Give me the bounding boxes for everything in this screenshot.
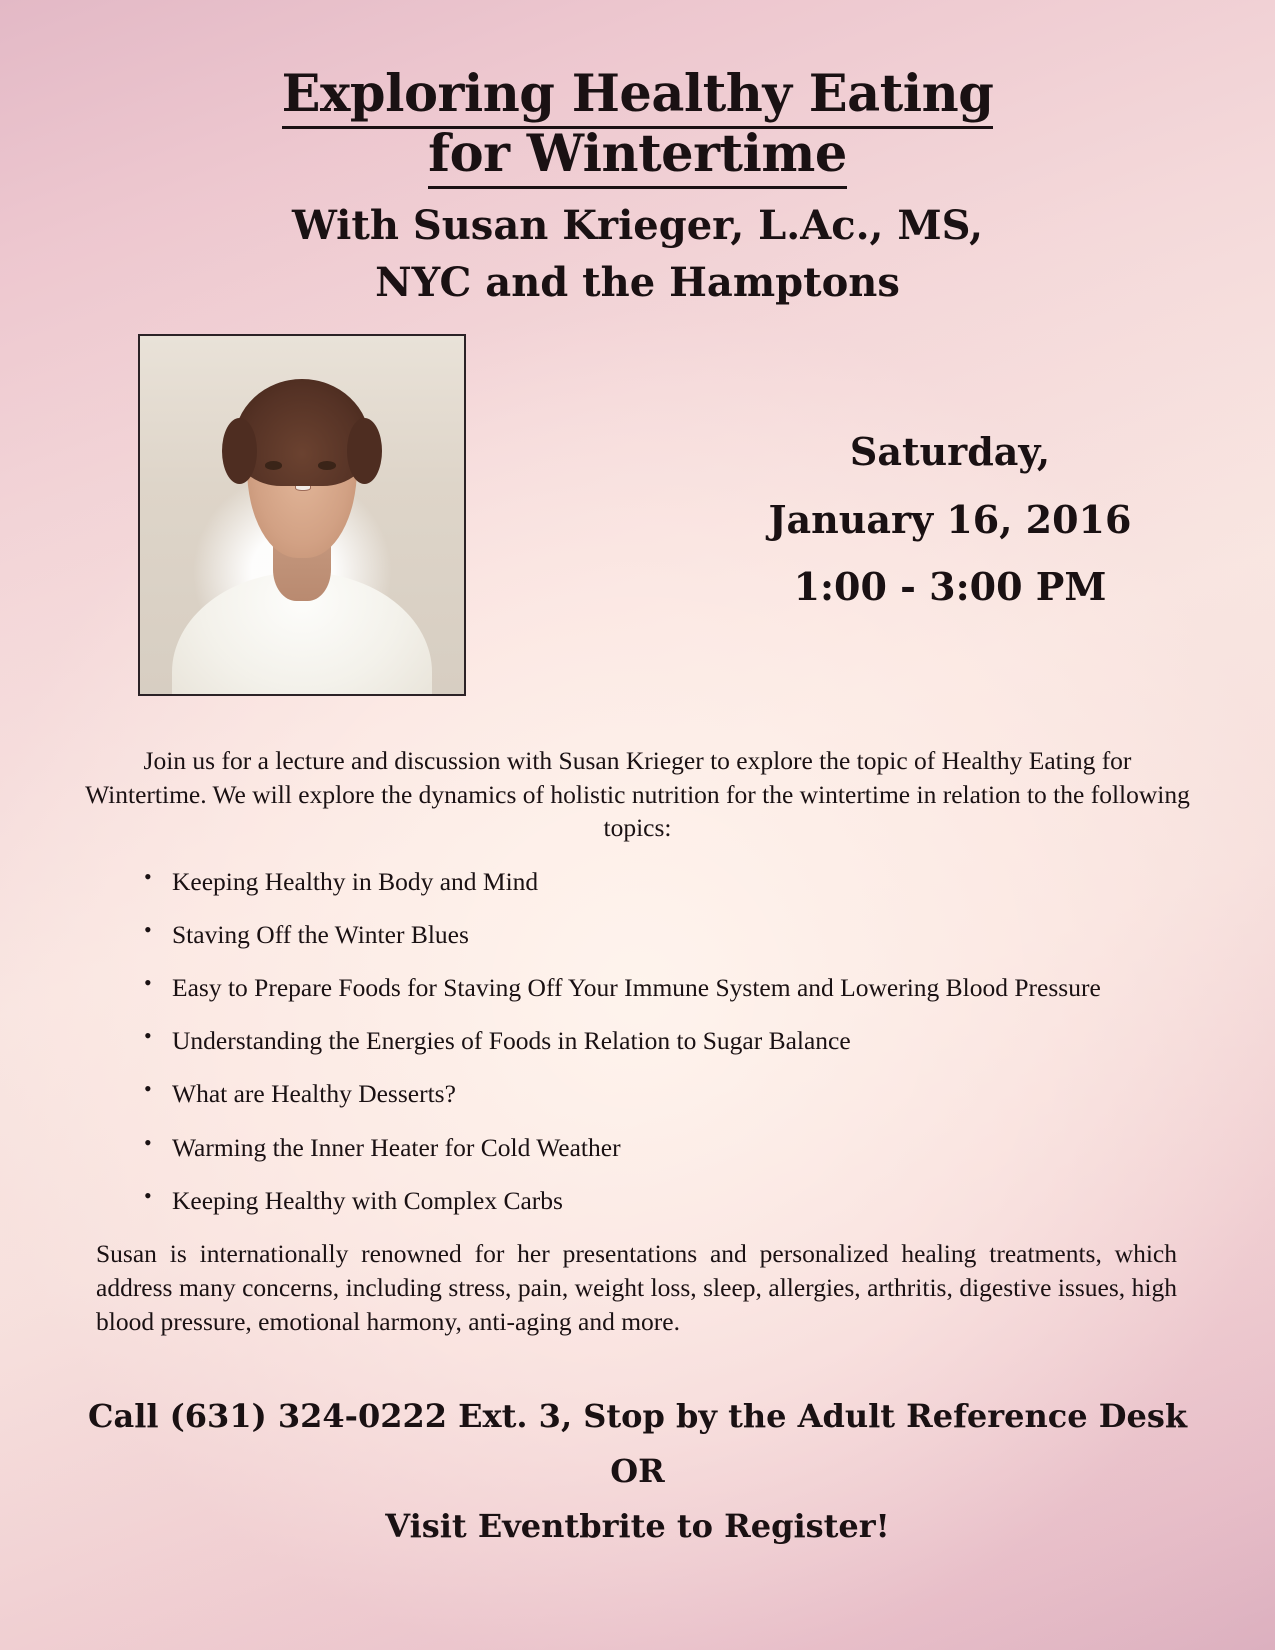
event-time: 1:00 - 3:00 PM (793, 564, 1107, 610)
list-item: • Easy to Prepare Foods for Staving Off Your Immune System and Lowering Blood Pressure (144, 971, 1177, 1004)
portrait-and-schedule (58, 334, 1217, 726)
list-item: • Keeping Healthy with Complex Carbs (144, 1184, 1177, 1217)
list-item: • Warming the Inner Heater for Cold Weather (144, 1131, 1177, 1164)
intro-paragraph: Join us for a lecture and discussion with Susan Krieger to explore the topic of Healthy Eating for Wintertime. We will explore the dynamics of holistic nutrition for the wintertime in relation to the following topics: (85, 745, 1190, 843)
page-title-line-2 (58, 124, 1217, 184)
topics-list (58, 865, 1217, 1217)
photo-hair (234, 379, 370, 486)
registration-line-2: Visit Eventbrite to Register! (385, 1506, 890, 1545)
page-title-line-1-text: Exploring Healthy Eating (282, 64, 994, 129)
page-title-line-2-text: for Wintertime (428, 124, 847, 189)
event-schedule (715, 418, 1185, 621)
list-item: • Understanding the Energies of Foods in Relation to Sugar Balance (144, 1024, 1177, 1057)
page-title-line-1 (58, 64, 1217, 124)
photo-eye-left (265, 461, 282, 470)
presenter-photo (138, 334, 466, 696)
event-day: Saturday, (849, 428, 1051, 474)
list-item: • What are Healthy Desserts? (144, 1077, 1177, 1110)
presenter-line-1: With Susan Krieger, L.Ac., MS, (291, 202, 984, 250)
photo-eye-right (318, 461, 335, 470)
photo-backdrop (140, 336, 464, 694)
registration-info (58, 1389, 1217, 1554)
presenter-bio: Susan is internationally renowned for her presentations and personalized healing treatments, which address many concerns, including stress, pain, weight loss, sleep, allergies, arthritis, digestive issues, high blood pressure, emotional harmony, anti-aging and more. (96, 1238, 1177, 1336)
registration-line-1: Call (631) 324-0222 Ext. 3, Stop by the Adult Reference Desk OR (87, 1396, 1188, 1490)
list-item: • Staving Off the Winter Blues (144, 918, 1177, 951)
presenter-line-2: NYC and the Hamptons (375, 259, 900, 307)
list-item: • Keeping Healthy in Body and Mind (144, 865, 1177, 898)
title-block (58, 0, 1217, 312)
event-date: January 16, 2016 (768, 496, 1132, 542)
